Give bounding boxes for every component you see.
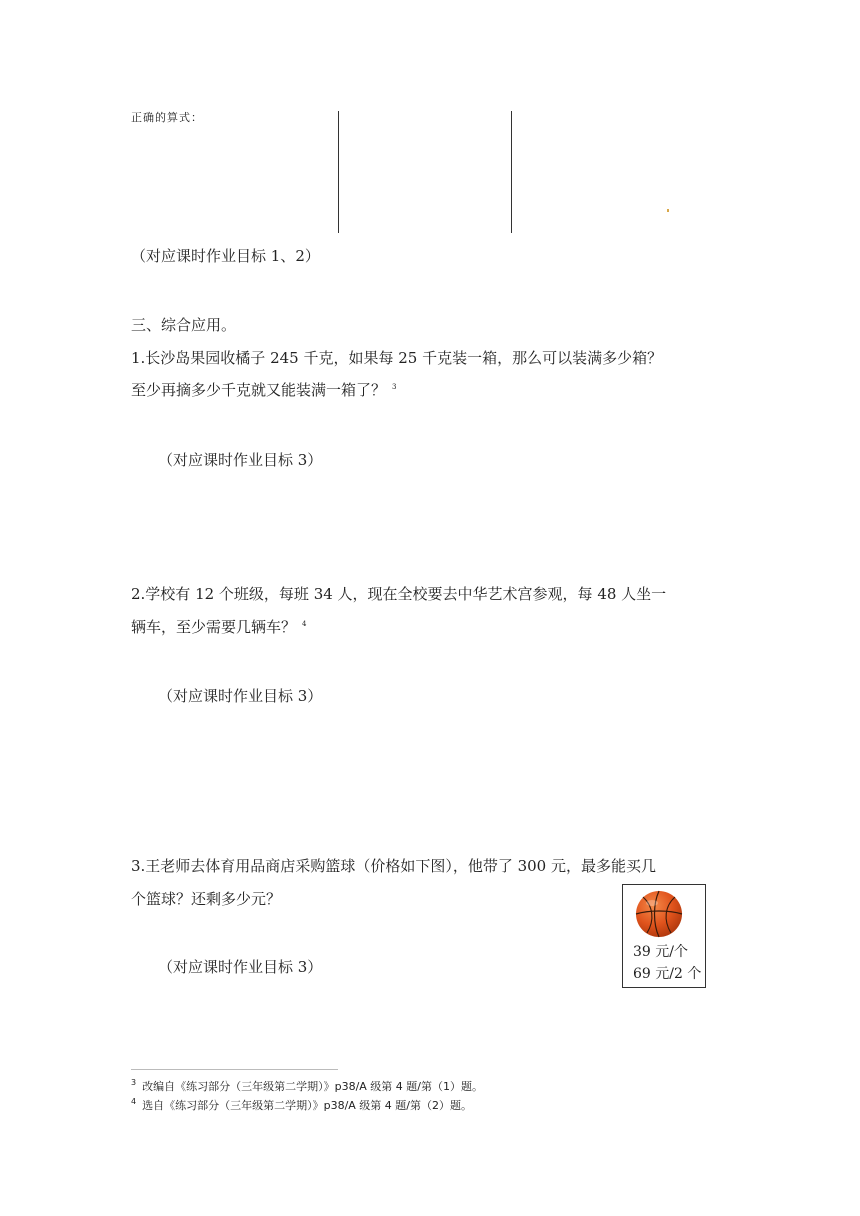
question-1-target: （对应课时作业目标 3） xyxy=(158,451,323,469)
price-single: 39 元/个 xyxy=(633,944,688,960)
divider-line-left xyxy=(338,111,339,233)
footnote-ref-4[interactable]: 4 xyxy=(302,620,307,628)
footnote-text: 改编自《练习部分（三年级第二学期）》p38/A 级第 4 题/第（1）题。 xyxy=(142,1080,483,1093)
footnote-ref-3[interactable]: 3 xyxy=(392,383,397,391)
stray-mark xyxy=(667,209,669,212)
question-1-line-2: 至少再摘多少千克就又能装满一箱了？ $^3$ xyxy=(131,381,397,399)
footnote-text: 选自《练习部分（三年级第二学期）》p38/A 级第 4 题/第（2）题。 xyxy=(142,1099,472,1112)
footnote-number: 4 xyxy=(131,1097,137,1106)
question-3-target: （对应课时作业目标 3） xyxy=(158,958,323,976)
price-box xyxy=(622,884,706,988)
basketball-icon xyxy=(635,890,683,938)
question-2-line-1: 2.学校有 12 个班级，每班 34 人，现在全校要去中华艺术宫参观，每 48 人坐一 xyxy=(131,585,667,603)
footnote-number: 3 xyxy=(131,1078,137,1087)
question-2-line-2: 辆车，至少需要几辆车？ $^4$ xyxy=(131,618,307,636)
footnote-4 xyxy=(131,1097,472,1113)
price-double: 69 元/2 个 xyxy=(633,966,702,982)
divider-line-right xyxy=(511,111,512,233)
footnote-separator xyxy=(131,1069,338,1070)
footnote-3 xyxy=(131,1078,483,1094)
question-3-line-2: 个篮球？还剩多少元？ xyxy=(131,890,282,908)
target-note-top: （对应课时作业目标 1、2） xyxy=(131,247,320,265)
question-3-line-1: 3.王老师去体育用品商店采购篮球（价格如下图），他带了 300 元，最多能买几 xyxy=(131,857,656,875)
question-2-target: （对应课时作业目标 3） xyxy=(158,687,323,705)
formula-label: 正确的算式： xyxy=(131,111,203,124)
section-heading: 三、综合应用。 xyxy=(131,316,237,334)
question-1-line-1: 1.长沙岛果园收橘子 245 千克，如果每 25 千克装一箱，那么可以装满多少箱？ xyxy=(131,349,663,367)
